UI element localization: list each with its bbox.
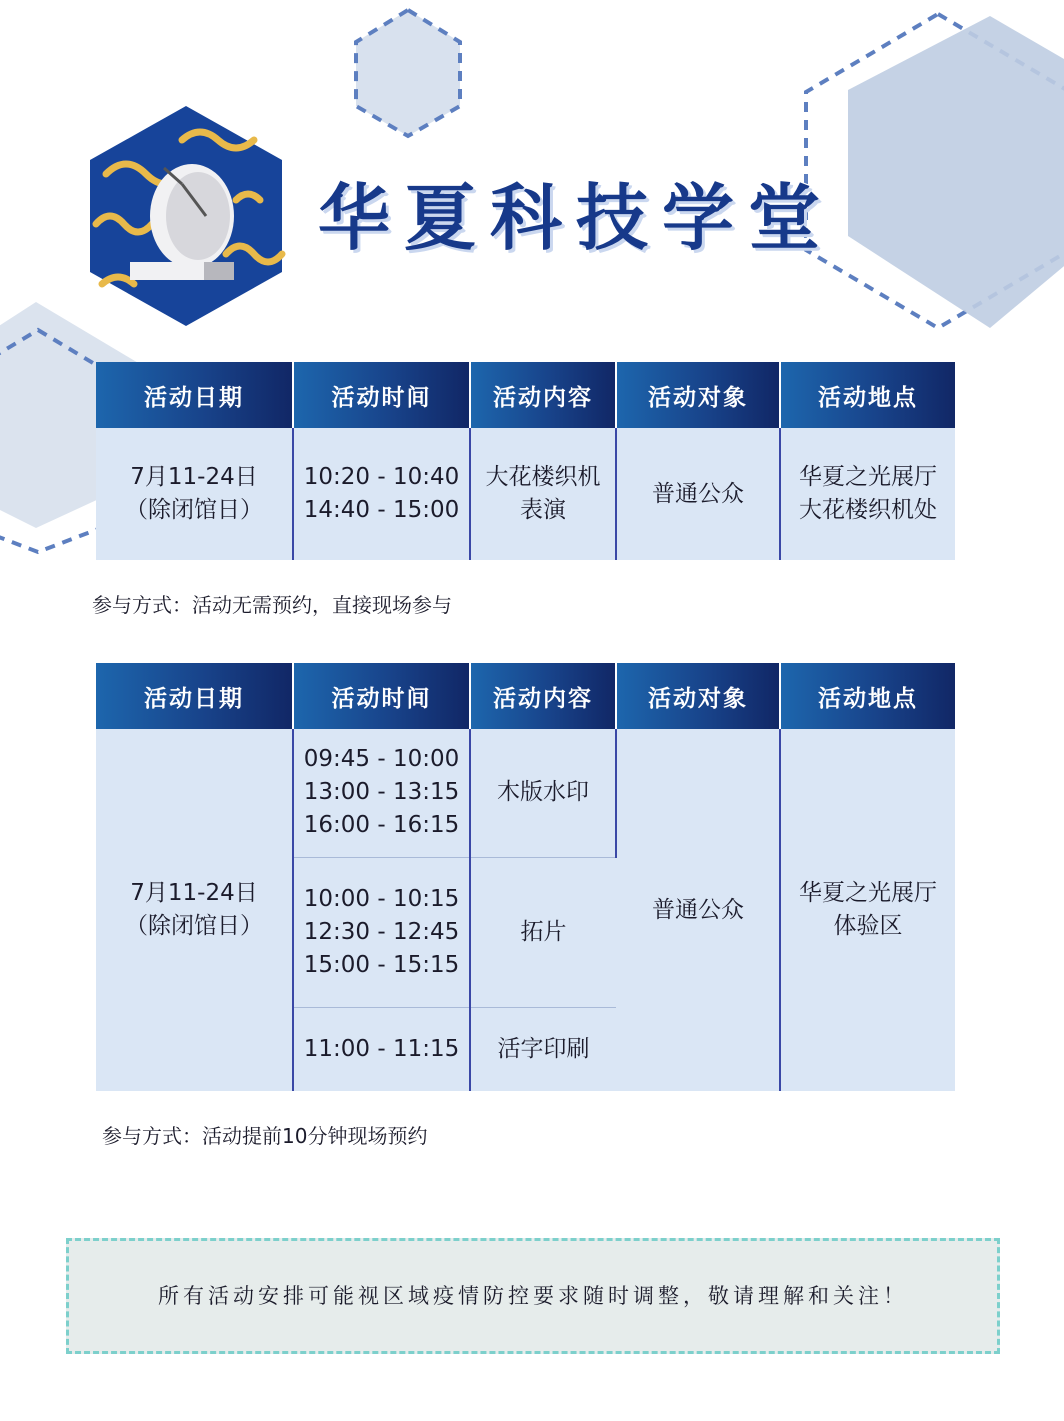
- header-date: 活动日期: [96, 663, 293, 729]
- cell-audience: 普通公众: [616, 428, 780, 560]
- header-date: 活动日期: [96, 362, 293, 428]
- cell-time: 11:00 - 11:15: [293, 1007, 470, 1091]
- participation-note-1: 参与方式：活动无需预约，直接现场参与: [92, 593, 452, 617]
- table-header-row: [96, 663, 955, 729]
- cell-location: 华夏之光展厅 体验区: [780, 729, 955, 1091]
- cell-time: 09:45 - 10:00 13:00 - 13:15 16:00 - 16:15: [293, 729, 470, 857]
- header-audience: 活动对象: [616, 663, 780, 729]
- header-content: 活动内容: [470, 362, 616, 428]
- participation-note-2: 参与方式：活动提前10分钟现场预约: [102, 1124, 428, 1148]
- cell-content: 拓片: [470, 857, 616, 1007]
- cell-content: 大花楼织机 表演: [470, 428, 616, 560]
- hexagon-top-small: [356, 10, 460, 136]
- radio-telescope-hexagon-icon: [86, 104, 286, 328]
- header-content: 活动内容: [470, 663, 616, 729]
- header-time: 活动时间: [293, 362, 470, 428]
- notice-box: [66, 1238, 1000, 1354]
- cell-audience: 普通公众: [616, 729, 780, 1091]
- notice-text: 所有活动安排可能视区域疫情防控要求随时调整，敬请理解和关注！: [158, 1284, 908, 1308]
- cell-location: 华夏之光展厅 大花楼织机处: [780, 428, 955, 560]
- header-time: 活动时间: [293, 663, 470, 729]
- page-title: 华夏科技学堂: [318, 176, 835, 260]
- header-location: 活动地点: [780, 663, 955, 729]
- table-row: [96, 729, 955, 857]
- table-row: [96, 428, 955, 560]
- header-audience: 活动对象: [616, 362, 780, 428]
- header-location: 活动地点: [780, 362, 955, 428]
- cell-time: 10:20 - 10:40 14:40 - 15:00: [293, 428, 470, 560]
- cell-content: 活字印刷: [470, 1007, 616, 1091]
- cell-date: 7月11-24日 （除闭馆日）: [96, 428, 293, 560]
- cell-content: 木版水印: [470, 729, 616, 857]
- schedule-table-weaving: [96, 362, 955, 560]
- cell-time: 10:00 - 10:15 12:30 - 12:45 15:00 - 15:15: [293, 857, 470, 1007]
- schedule-table-printing: [96, 663, 955, 1091]
- cell-date: 7月11-24日 （除闭馆日）: [96, 729, 293, 1091]
- table-header-row: [96, 362, 955, 428]
- hexagon-right-filled: [848, 16, 1064, 328]
